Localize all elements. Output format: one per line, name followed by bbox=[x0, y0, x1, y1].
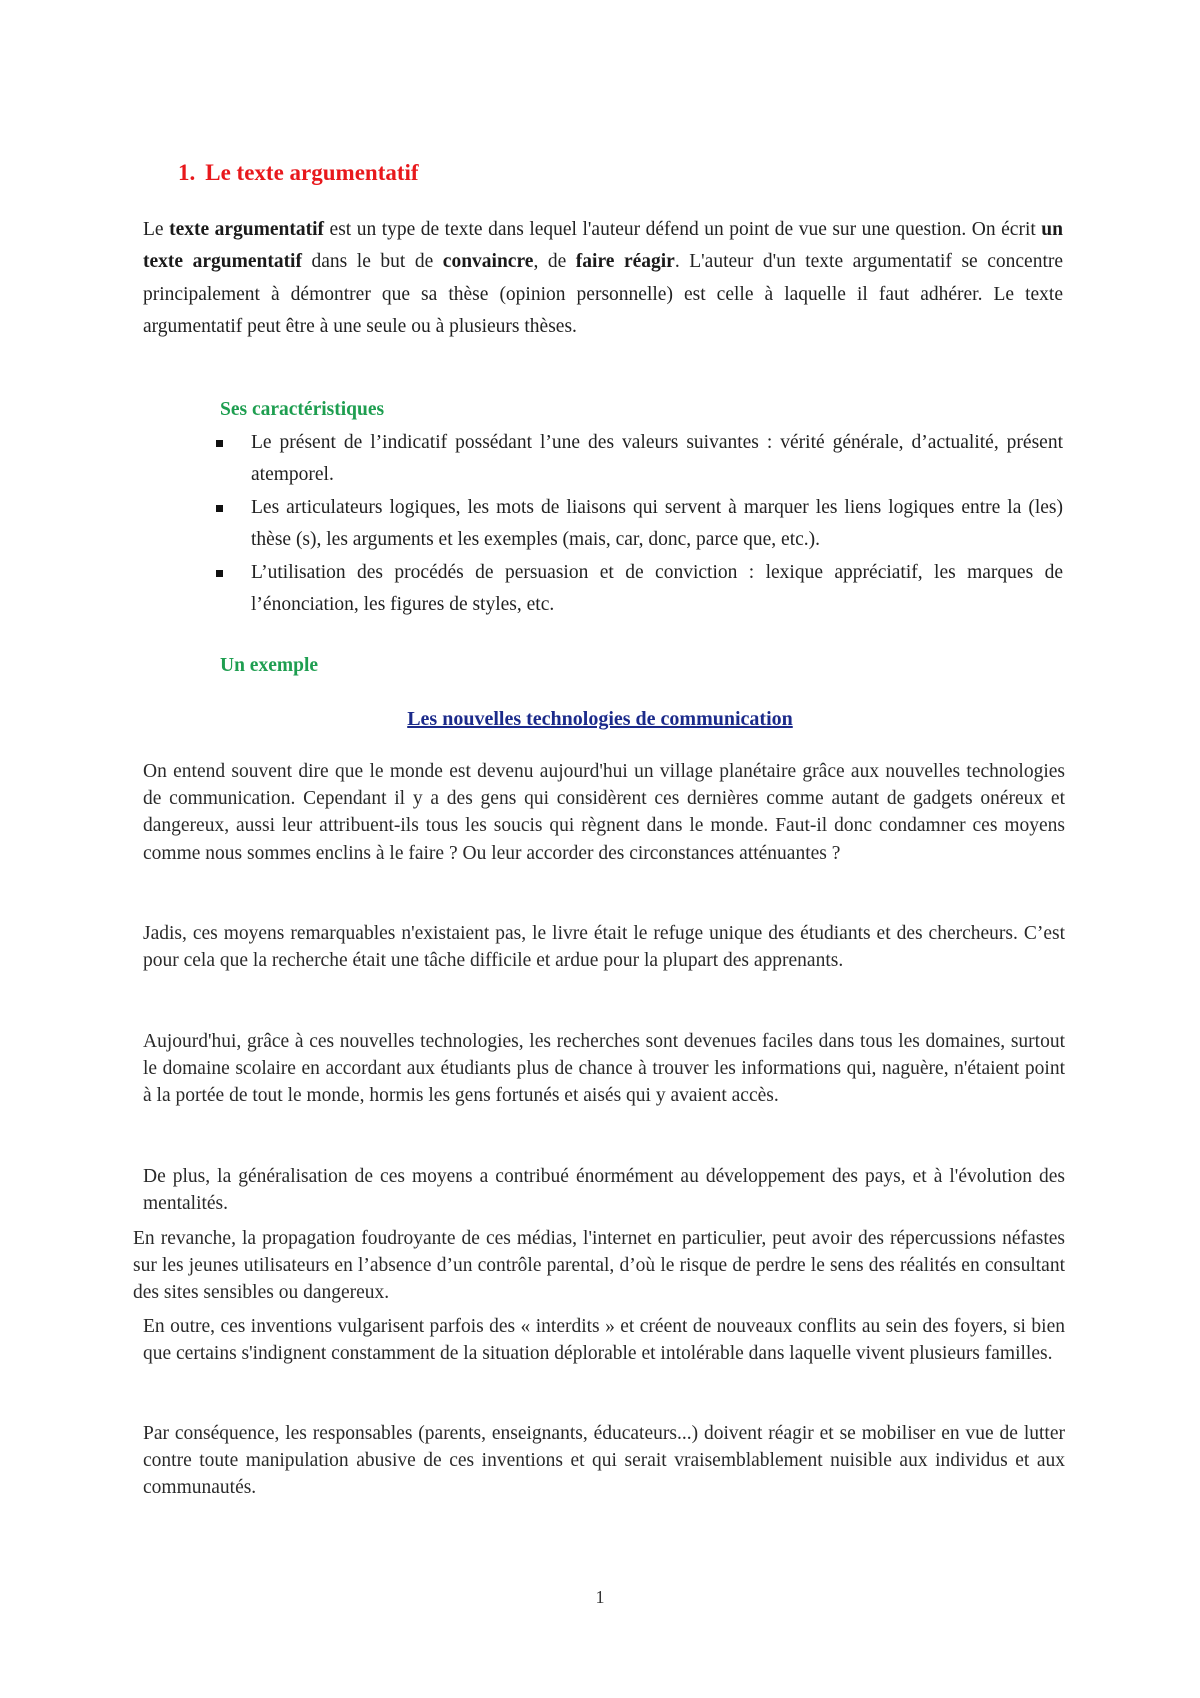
list-item-text: Les articulateurs logiques, les mots de liaisons qui servent à marquer les liens logiques entre la (les) thèse (s), les arguments et les exemples (mais, car, donc, parce que, etc.). bbox=[251, 496, 1063, 551]
intro-text: . L'auteur d'un texte argumentatif se concentre principalement à démontrer que sa thèse (opinion personnelle) est celle à laquelle il faut adhérer. Le texte argumentatif peut être à une seule ou à plusieurs thèses. bbox=[143, 251, 1064, 338]
square-bullet-icon bbox=[216, 440, 223, 447]
intro-text: est un type de texte dans lequel l'auteur défend un point de vue sur une question. On écrit bbox=[324, 219, 1042, 240]
example-title: Les nouvelles technologies de communication bbox=[407, 708, 793, 730]
characteristics-heading: Ses caractéristiques bbox=[220, 399, 385, 420]
intro-bold: convaincre bbox=[442, 251, 534, 273]
intro-paragraph bbox=[143, 214, 1063, 344]
example-paragraph: Jadis, ces moyens remarquables n'existaient pas, le livre était le refuge unique des étudiants et des chercheurs. C’est pour cela que la recherche était une tâche difficile et ardue pour la plupart des apprenants. bbox=[143, 923, 1065, 972]
list-item bbox=[214, 557, 1063, 622]
section-number: 1. bbox=[178, 160, 196, 185]
intro-bold: faire réagir bbox=[575, 251, 675, 273]
section-title: Le texte argumentatif bbox=[205, 160, 419, 185]
example-paragraph: Aujourd'hui, grâce à ces nouvelles technologies, les recherches sont devenues faciles dans tous les domaines, surtout le domaine scolaire en accordant aux étudiants plus de chance à trouver les informations qui, naguère, n'étaient point à la portée de tout le monde, hormis les gens fortunés et aisés qui y avaient accès. bbox=[143, 1031, 1065, 1107]
intro-text: , de bbox=[533, 251, 576, 273]
list-item-text: Le présent de l’indicatif possédant l’une des valeurs suivantes : vérité générale, d’actualité, présent atemporel. bbox=[251, 432, 1063, 486]
square-bullet-icon bbox=[216, 570, 223, 577]
list-item bbox=[214, 427, 1063, 492]
example-paragraph: En outre, ces inventions vulgarisent parfois des « interdits » et créent de nouveaux conflits au sein des foyers, si bien que certains s'indignent constamment de la situation déplorable et intolérable dans laquelle vivent plusieurs familles. bbox=[143, 1316, 1065, 1365]
example-paragraph: On entend souvent dire que le monde est devenu aujourd'hui un village planétaire grâce aux nouvelles technologies de communication. Cependant il y a des gens qui considèrent ces dernières comme autant de gadgets onéreux et dangereux, aussi leur attribuent-ils tous les soucis qui règnent dans le monde. Faut-il donc condamner ces moyens comme nous sommes enclins à le faire ? Ou leur accorder des circonstances atténuantes ? bbox=[143, 761, 1065, 864]
list-item-text: L’utilisation des procédés de persuasion et de conviction : lexique appréciatif, les marques de l’énonciation, les figures de styles, etc. bbox=[251, 561, 1063, 616]
square-bullet-icon bbox=[216, 505, 223, 512]
page-number: 1 bbox=[595, 1587, 605, 1607]
example-paragraph: De plus, la généralisation de ces moyens a contribué énormément au développement des pays, et à l'évolution des mentalités. bbox=[143, 1166, 1065, 1215]
intro-text: Le bbox=[143, 219, 170, 240]
intro-text: dans le but de bbox=[301, 251, 443, 273]
intro-bold: texte argumentatif bbox=[169, 219, 325, 240]
intro-bold: un texte argumentatif bbox=[143, 219, 1063, 273]
example-paragraph: En revanche, la propagation foudroyante de ces médias, l'internet en particulier, peut avoir des répercussions néfastes sur les jeunes utilisateurs en l’absence d’un contrôle parental, d’où le risque de perdre le sens des réalités en consultant des sites sensibles ou dangereux. bbox=[133, 1228, 1065, 1304]
characteristics-list bbox=[214, 427, 1063, 621]
list-item bbox=[214, 492, 1063, 557]
section-heading bbox=[178, 160, 419, 186]
example-heading: Un exemple bbox=[220, 655, 319, 676]
example-paragraph: Par conséquence, les responsables (parents, enseignants, éducateurs...) doivent réagir et se mobiliser en vue de lutter contre toute manipulation abusive de ces inventions et qui serait vraisemblablement nuisible aux individus et aux communautés. bbox=[143, 1423, 1065, 1499]
